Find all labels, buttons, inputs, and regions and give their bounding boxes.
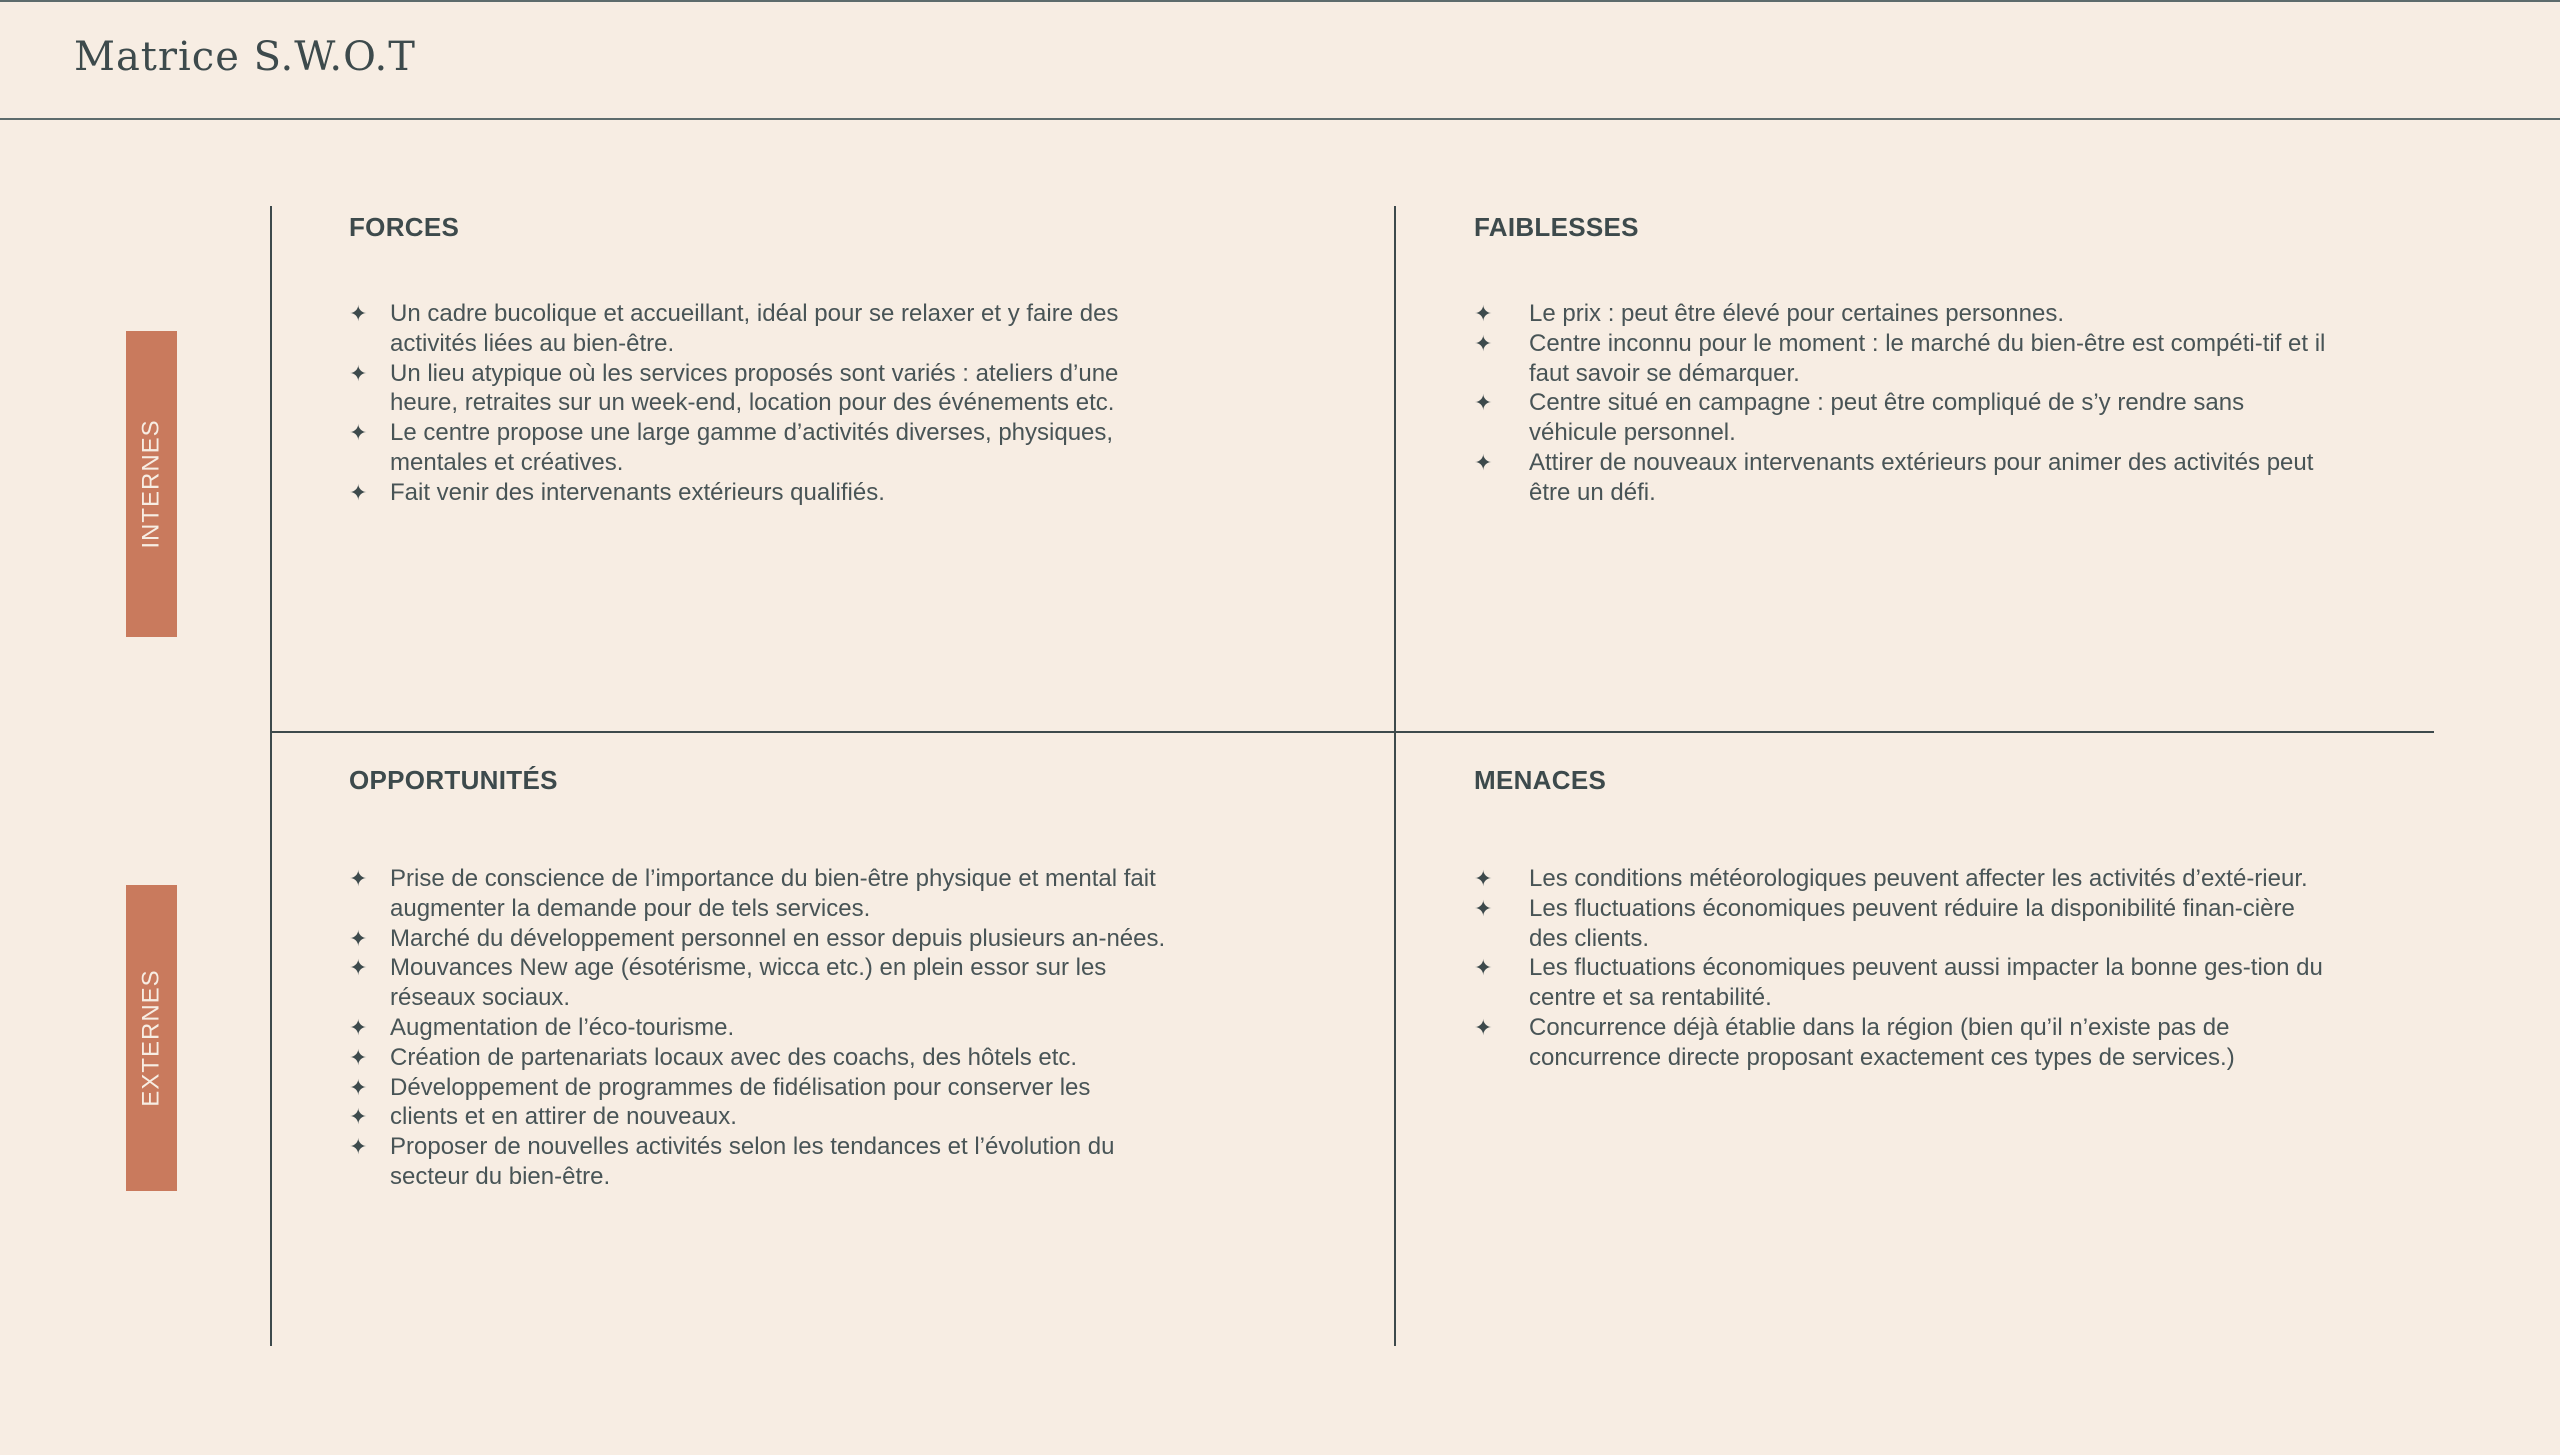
list-item — [349, 418, 1179, 478]
sparkle-icon: ✦ — [1474, 330, 1493, 356]
list-item-text: Prise de conscience de l’importance du bien-être physique et mental fait augmenter la demande pour de tels services. — [390, 865, 1156, 922]
bullet-list — [1474, 864, 2334, 1073]
side-tab-externes — [126, 885, 177, 1191]
list-item-text: Mouvances New age (ésotérisme, wicca etc.) en plein essor sur les réseaux sociaux. — [390, 954, 1107, 1012]
grid-left-line — [270, 206, 272, 1346]
list-item — [1474, 299, 2334, 329]
list-item — [1474, 953, 2334, 1013]
bullet-list — [1474, 299, 2334, 508]
list-item-text: Proposer de nouvelles activités selon les tendances et l’évolution du secteur du bien-être. — [390, 1133, 1115, 1190]
list-item — [1474, 329, 2334, 389]
quadrant-heading: OPPORTUNITÉS — [349, 765, 558, 795]
list-item — [1474, 388, 2334, 448]
list-item-text: Fait venir des intervenants extérieurs qualifiés. — [390, 478, 885, 506]
sparkle-icon: ✦ — [349, 866, 368, 891]
list-item-text: Un lieu atypique où les services proposés sont variés : ateliers d’une heure, retraites sur un week-end, location pour des événements etc. — [390, 359, 1119, 417]
sparkle-icon: ✦ — [349, 1104, 368, 1130]
list-item — [349, 1043, 1179, 1073]
quadrant-heading: FAIBLESSES — [1474, 212, 1639, 242]
list-item — [349, 299, 1179, 359]
sparkle-icon: ✦ — [349, 1074, 368, 1100]
list-item — [349, 864, 1179, 924]
sparkle-icon: ✦ — [349, 1014, 368, 1040]
list-item — [349, 1013, 1179, 1043]
sparkle-icon: ✦ — [349, 420, 368, 446]
sparkle-icon: ✦ — [349, 1044, 368, 1070]
list-item — [349, 359, 1179, 419]
list-item-text: Marché du développement personnel en essor depuis plusieurs an-nées. — [390, 924, 1166, 952]
bullet-list — [349, 299, 1179, 508]
sparkle-icon: ✦ — [1474, 955, 1493, 981]
quadrant-heading: MENACES — [1474, 765, 1607, 795]
list-item-text: Augmentation de l’éco-tourisme. — [390, 1013, 735, 1041]
list-item — [1474, 894, 2334, 954]
sparkle-icon: ✦ — [349, 955, 368, 981]
sparkle-icon: ✦ — [1474, 895, 1493, 921]
list-item — [349, 953, 1179, 1013]
list-item-text: Le prix : peut être élevé pour certaines personnes. — [1529, 300, 2064, 327]
quadrant-faiblesses — [1474, 212, 2334, 508]
side-tab-internes — [126, 331, 177, 637]
sparkle-icon: ✦ — [1474, 1014, 1493, 1040]
sparkle-icon: ✦ — [1474, 390, 1493, 416]
bullet-list — [349, 864, 1179, 1192]
list-item-text: Un cadre bucolique et accueillant, idéal pour se relaxer et y faire des activités liées au bien-être. — [390, 300, 1119, 357]
list-item — [1474, 864, 2334, 894]
grid-horizontal-line — [270, 731, 2434, 733]
list-item-text: clients et en attirer de nouveaux. — [390, 1103, 737, 1131]
list-item — [349, 1102, 1179, 1132]
top-border — [0, 0, 2560, 2]
list-item — [349, 1132, 1179, 1192]
sparkle-icon: ✦ — [349, 925, 368, 951]
header-divider — [0, 118, 2560, 120]
sparkle-icon: ✦ — [349, 479, 368, 505]
quadrant-opportunites — [349, 765, 1179, 1192]
quadrant-forces — [349, 212, 1179, 508]
list-item-text: Centre situé en campagne : peut être compliqué de s’y rendre sans véhicule personnel. — [1529, 389, 2245, 447]
sparkle-icon: ✦ — [1474, 866, 1493, 891]
side-label-internes: INTERNES — [137, 419, 165, 549]
sparkle-icon: ✦ — [1474, 449, 1493, 475]
list-item — [1474, 1013, 2334, 1073]
list-item-text: Les fluctuations économiques peuvent aussi impacter la bonne ges-tion du centre et sa rentabilité. — [1529, 954, 2323, 1012]
list-item-text: Concurrence déjà établie dans la région (bien qu’il n’existe pas de concurrence directe proposant exactement ces types de services.) — [1529, 1013, 2235, 1071]
list-item-text: Le centre propose une large gamme d’activités diverses, physiques, mentales et créatives. — [390, 419, 1114, 476]
sparkle-icon: ✦ — [349, 301, 368, 326]
list-item-text: Attirer de nouveaux intervenants extérieurs pour animer des activités peut être un défi. — [1529, 448, 2314, 506]
list-item — [349, 1073, 1179, 1103]
quadrant-heading: FORCES — [349, 212, 460, 242]
sparkle-icon: ✦ — [1474, 301, 1493, 326]
sparkle-icon: ✦ — [349, 1134, 368, 1160]
sparkle-icon: ✦ — [349, 360, 368, 386]
list-item — [349, 924, 1179, 954]
list-item-text: Les fluctuations économiques peuvent réduire la disponibilité finan-cière des clients. — [1529, 894, 2295, 952]
page-title: Matrice S.W.O.T — [74, 34, 416, 80]
list-item-text: Les conditions météorologiques peuvent affecter les activités d’exté-rieur. — [1529, 865, 2308, 892]
quadrant-menaces — [1474, 765, 2334, 1073]
list-item-text: Développement de programmes de fidélisation pour conserver les — [390, 1073, 1091, 1101]
list-item-text: Création de partenariats locaux avec des coachs, des hôtels etc. — [390, 1043, 1078, 1071]
list-item — [1474, 448, 2334, 508]
side-label-externes: EXTERNES — [137, 969, 165, 1107]
list-item-text: Centre inconnu pour le moment : le marché du bien-être est compéti-tif et il faut savoir se démarquer. — [1529, 329, 2326, 387]
grid-middle-line — [1394, 206, 1396, 1346]
list-item — [349, 478, 1179, 508]
